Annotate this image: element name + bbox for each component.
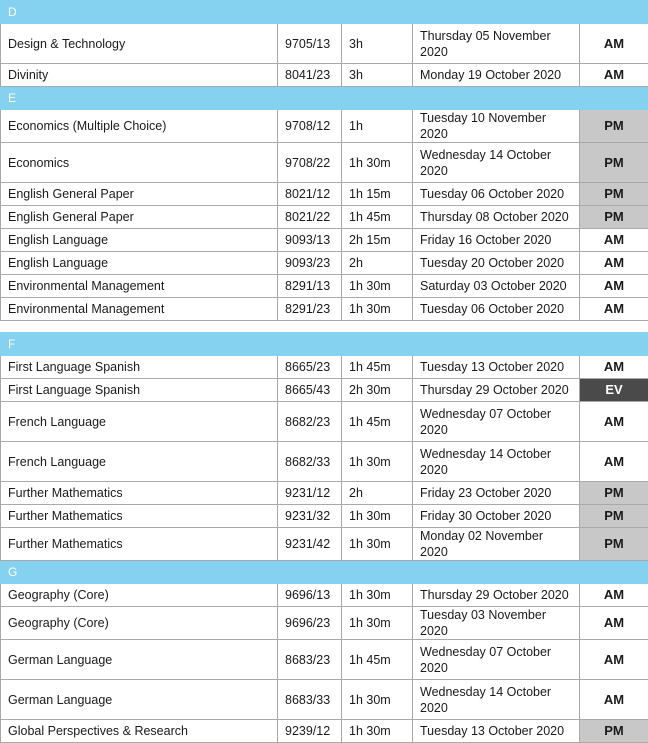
- subject-cell: English Language: [1, 252, 278, 275]
- subject-cell: Environmental Management: [1, 298, 278, 321]
- session-cell: AM: [580, 275, 648, 298]
- table-row: [1, 356, 648, 379]
- syllabus-code-cell: 8021/22: [278, 206, 342, 229]
- exam-date-cell: Tuesday 13 October 2020: [413, 720, 580, 743]
- section-header-e: [1, 87, 648, 110]
- exam-date-cell: Tuesday 20 October 2020: [413, 252, 580, 275]
- session-cell: PM: [580, 143, 648, 183]
- duration-cell: 1h 30m: [342, 720, 413, 743]
- table-row: [1, 110, 648, 143]
- subject-cell: Further Mathematics: [1, 505, 278, 528]
- subject-cell: German Language: [1, 680, 278, 720]
- session-cell: AM: [580, 24, 648, 64]
- subject-cell: Design & Technology: [1, 24, 278, 64]
- duration-cell: 1h 30m: [342, 298, 413, 321]
- subject-cell: Further Mathematics: [1, 482, 278, 505]
- section-header-f: [1, 333, 648, 356]
- session-cell: AM: [580, 442, 648, 482]
- syllabus-code-cell: 9093/13: [278, 229, 342, 252]
- exam-date-cell: Tuesday 06 October 2020: [413, 183, 580, 206]
- table-row: [1, 528, 648, 561]
- exam-date-cell: Tuesday 03 November 2020: [413, 607, 580, 640]
- session-cell: PM: [580, 110, 648, 143]
- subject-cell: Economics (Multiple Choice): [1, 110, 278, 143]
- syllabus-code-cell: 9231/12: [278, 482, 342, 505]
- duration-cell: 1h 45m: [342, 206, 413, 229]
- subject-cell: English Language: [1, 229, 278, 252]
- session-cell: AM: [580, 229, 648, 252]
- syllabus-code-cell: 9093/23: [278, 252, 342, 275]
- syllabus-code-cell: 8682/23: [278, 402, 342, 442]
- table-row: [1, 402, 648, 442]
- table-row: [1, 206, 648, 229]
- exam-date-cell: Monday 02 November 2020: [413, 528, 580, 561]
- subject-cell: First Language Spanish: [1, 379, 278, 402]
- duration-cell: 2h: [342, 482, 413, 505]
- syllabus-code-cell: 8665/23: [278, 356, 342, 379]
- exam-date-cell: Wednesday 14 October 2020: [413, 442, 580, 482]
- table-row: [1, 584, 648, 607]
- timetable-part-1: [0, 0, 648, 321]
- subject-cell: Economics: [1, 143, 278, 183]
- subject-cell: English General Paper: [1, 183, 278, 206]
- session-cell: AM: [580, 607, 648, 640]
- syllabus-code-cell: 8021/12: [278, 183, 342, 206]
- duration-cell: 1h: [342, 110, 413, 143]
- subject-cell: Global Perspectives & Research: [1, 720, 278, 743]
- section-gap: [0, 321, 648, 332]
- duration-cell: 2h: [342, 252, 413, 275]
- duration-cell: 1h 30m: [342, 143, 413, 183]
- syllabus-code-cell: 9231/42: [278, 528, 342, 561]
- subject-cell: Further Mathematics: [1, 528, 278, 561]
- session-cell: AM: [580, 584, 648, 607]
- exam-date-cell: Tuesday 06 October 2020: [413, 298, 580, 321]
- exam-date-cell: Friday 16 October 2020: [413, 229, 580, 252]
- subject-cell: French Language: [1, 442, 278, 482]
- syllabus-code-cell: 8683/33: [278, 680, 342, 720]
- duration-cell: 1h 30m: [342, 584, 413, 607]
- syllabus-code-cell: 9696/13: [278, 584, 342, 607]
- session-cell: PM: [580, 505, 648, 528]
- duration-cell: 1h 30m: [342, 528, 413, 561]
- exam-date-cell: Thursday 29 October 2020: [413, 379, 580, 402]
- duration-cell: 1h 45m: [342, 356, 413, 379]
- duration-cell: 1h 45m: [342, 402, 413, 442]
- exam-date-cell: Tuesday 13 October 2020: [413, 356, 580, 379]
- duration-cell: 3h: [342, 64, 413, 87]
- table-row: [1, 275, 648, 298]
- subject-cell: German Language: [1, 640, 278, 680]
- subject-cell: First Language Spanish: [1, 356, 278, 379]
- exam-date-cell: Thursday 08 October 2020: [413, 206, 580, 229]
- timetable-part-2: [0, 332, 648, 743]
- syllabus-code-cell: 8683/23: [278, 640, 342, 680]
- session-cell: AM: [580, 298, 648, 321]
- syllabus-code-cell: 8291/23: [278, 298, 342, 321]
- syllabus-code-cell: 9705/13: [278, 24, 342, 64]
- subject-cell: English General Paper: [1, 206, 278, 229]
- duration-cell: 1h 45m: [342, 640, 413, 680]
- subject-cell: Geography (Core): [1, 607, 278, 640]
- subject-cell: Divinity: [1, 64, 278, 87]
- table-row: [1, 607, 648, 640]
- session-cell: AM: [580, 252, 648, 275]
- session-cell: AM: [580, 680, 648, 720]
- table-row: [1, 183, 648, 206]
- exam-date-cell: Saturday 03 October 2020: [413, 275, 580, 298]
- table-row: [1, 482, 648, 505]
- syllabus-code-cell: 9708/12: [278, 110, 342, 143]
- duration-cell: 1h 30m: [342, 680, 413, 720]
- subject-cell: Geography (Core): [1, 584, 278, 607]
- table-row: [1, 442, 648, 482]
- syllabus-code-cell: 8682/33: [278, 442, 342, 482]
- table-row: [1, 379, 648, 402]
- syllabus-code-cell: 8291/13: [278, 275, 342, 298]
- table-row: [1, 64, 648, 87]
- session-cell: PM: [580, 206, 648, 229]
- table-row: [1, 680, 648, 720]
- syllabus-code-cell: 9696/23: [278, 607, 342, 640]
- exam-date-cell: Wednesday 14 October 2020: [413, 143, 580, 183]
- duration-cell: 1h 30m: [342, 442, 413, 482]
- exam-date-cell: Thursday 29 October 2020: [413, 584, 580, 607]
- table-row: [1, 505, 648, 528]
- subject-cell: Environmental Management: [1, 275, 278, 298]
- duration-cell: 2h 15m: [342, 229, 413, 252]
- exam-date-cell: Friday 30 October 2020: [413, 505, 580, 528]
- duration-cell: 1h 15m: [342, 183, 413, 206]
- table-row: [1, 229, 648, 252]
- table-row: [1, 720, 648, 743]
- duration-cell: 2h 30m: [342, 379, 413, 402]
- session-cell: PM: [580, 183, 648, 206]
- session-cell: AM: [580, 640, 648, 680]
- subject-cell: French Language: [1, 402, 278, 442]
- syllabus-code-cell: 9708/22: [278, 143, 342, 183]
- table-row: [1, 298, 648, 321]
- session-cell: AM: [580, 356, 648, 379]
- session-cell: AM: [580, 64, 648, 87]
- section-letter: F: [1, 333, 648, 356]
- syllabus-code-cell: 9231/32: [278, 505, 342, 528]
- syllabus-code-cell: 8665/43: [278, 379, 342, 402]
- exam-date-cell: Tuesday 10 November 2020: [413, 110, 580, 143]
- session-cell: PM: [580, 528, 648, 561]
- exam-date-cell: Wednesday 14 October 2020: [413, 680, 580, 720]
- section-header-d: [1, 1, 648, 24]
- table-row: [1, 640, 648, 680]
- section-letter: E: [1, 87, 648, 110]
- session-cell: AM: [580, 402, 648, 442]
- duration-cell: 1h 30m: [342, 275, 413, 298]
- syllabus-code-cell: 8041/23: [278, 64, 342, 87]
- exam-date-cell: Wednesday 07 October 2020: [413, 402, 580, 442]
- section-letter: G: [1, 561, 648, 584]
- session-cell: PM: [580, 482, 648, 505]
- duration-cell: 3h: [342, 24, 413, 64]
- section-letter: D: [1, 1, 648, 24]
- exam-date-cell: Wednesday 07 October 2020: [413, 640, 580, 680]
- section-header-g: [1, 561, 648, 584]
- duration-cell: 1h 30m: [342, 505, 413, 528]
- exam-date-cell: Thursday 05 November 2020: [413, 24, 580, 64]
- session-cell: EV: [580, 379, 648, 402]
- table-row: [1, 143, 648, 183]
- table-row: [1, 24, 648, 64]
- exam-date-cell: Monday 19 October 2020: [413, 64, 580, 87]
- exam-date-cell: Friday 23 October 2020: [413, 482, 580, 505]
- syllabus-code-cell: 9239/12: [278, 720, 342, 743]
- session-cell: PM: [580, 720, 648, 743]
- table-row: [1, 252, 648, 275]
- duration-cell: 1h 30m: [342, 607, 413, 640]
